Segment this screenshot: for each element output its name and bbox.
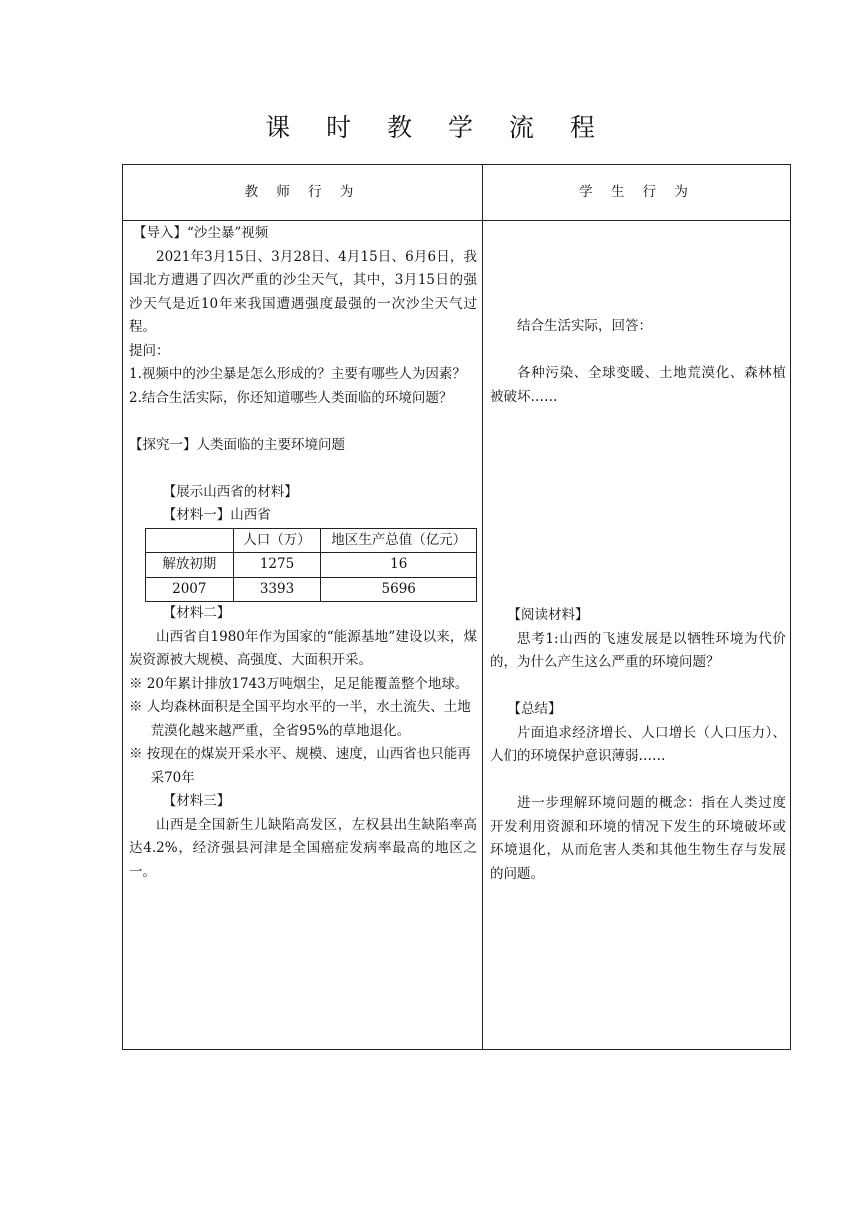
material-3-text: 山西是全国新生儿缺陷高发区，左权县出生缺陷率高达4.2%，经济强县河津是全国癌症发病率最高的地区之一。 [129,816,477,880]
table-cell: 5696 [321,577,477,602]
material-3-heading: 【材料三】 [162,793,231,809]
student-column-top [490,315,786,409]
table-cell: 3393 [233,577,321,602]
intro-heading: 【导入】“沙尘暴”视频 [133,225,269,241]
column-divider [482,165,483,1049]
material-1-table [145,528,477,603]
question-1: 1.视频中的沙尘暴是怎么形成的？主要有哪些人为因素？ [129,366,466,382]
table-cell: 2007 [146,577,234,602]
show-material-label: 【展示山西省的材料】 [162,483,298,500]
table-cell: 解放初期 [146,553,234,578]
teacher-column [129,222,477,884]
lesson-flow-table [122,164,791,1050]
bullet-item: ※ 20年累计排放1743万吨烟尘，足足能覆盖整个地球。 [129,675,469,692]
table-header-row [146,528,477,553]
question-2: 2.结合生活实际，你还知道哪些人类面临的环境问题？ [129,389,453,406]
table-cell [146,528,234,553]
question-label: 提问： [129,342,170,359]
bullet-item: ※ 按现在的煤炭开采水平、规模、速度，山西省也只能再采70年 [129,746,471,786]
student-column-bottom [490,604,786,886]
summary-heading: 【总结】 [507,701,562,717]
reading-heading: 【阅读材料】 [507,607,589,623]
concept-text: 进一步理解环境问题的概念：指在人类过度开发利用资源和环境的情况下发生的环境破坏或环境退化，从而危害人类和其他生物生存与发展的问题。 [490,795,786,882]
material-2-text: 山西省自1980年作为国家的“能源基地”建设以来，煤炭资源被大规模、高强度、大面积开采。 [129,628,477,668]
teacher-column-header: 教 师 行 为 [244,184,361,200]
material-1-heading: 【材料一】山西省 [162,507,271,523]
page-title: 课 时 教 学 流 程 [265,113,609,142]
explore-heading: 【探究一】人类面临的主要环境问题 [129,436,345,453]
bullet-item: ※ 人均森林面积是全国平均水平的一半，水土流失、土地荒漠化越来越严重，全省95%的草地退化。 [129,699,471,739]
answer-text: 各种污染、全球变暖、土地荒漠化、森林植被破坏…… [490,365,786,405]
table-cell: 地区生产总值（亿元） [321,528,477,553]
answer-intro: 结合生活实际，回答： [517,318,652,334]
table-cell: 人口（万） [233,528,321,553]
header-divider [123,220,790,221]
material-2-heading: 【材料二】 [162,605,231,621]
table-row [146,553,477,578]
table-cell: 1275 [233,553,321,578]
summary-text: 片面追求经济增长、人口增长（人口压力）、人们的环境保护意识薄弱…… [490,724,786,764]
student-column-header: 学 生 行 为 [579,184,695,200]
think-question-1: 思考1:山西的飞速发展是以牺牲环境为代价的，为什么产生这么严重的环境问题？ [490,630,786,670]
table-row [146,577,477,602]
table-cell: 16 [321,553,477,578]
intro-text: 2021年3月15日、3月28日、4月15日、6月6日，我国北方遭遇了四次严重的沙尘天气，其中，3月15日的强沙天气是近10年来我国遭遇强度最强的一次沙尘天气过程。 [129,248,477,335]
